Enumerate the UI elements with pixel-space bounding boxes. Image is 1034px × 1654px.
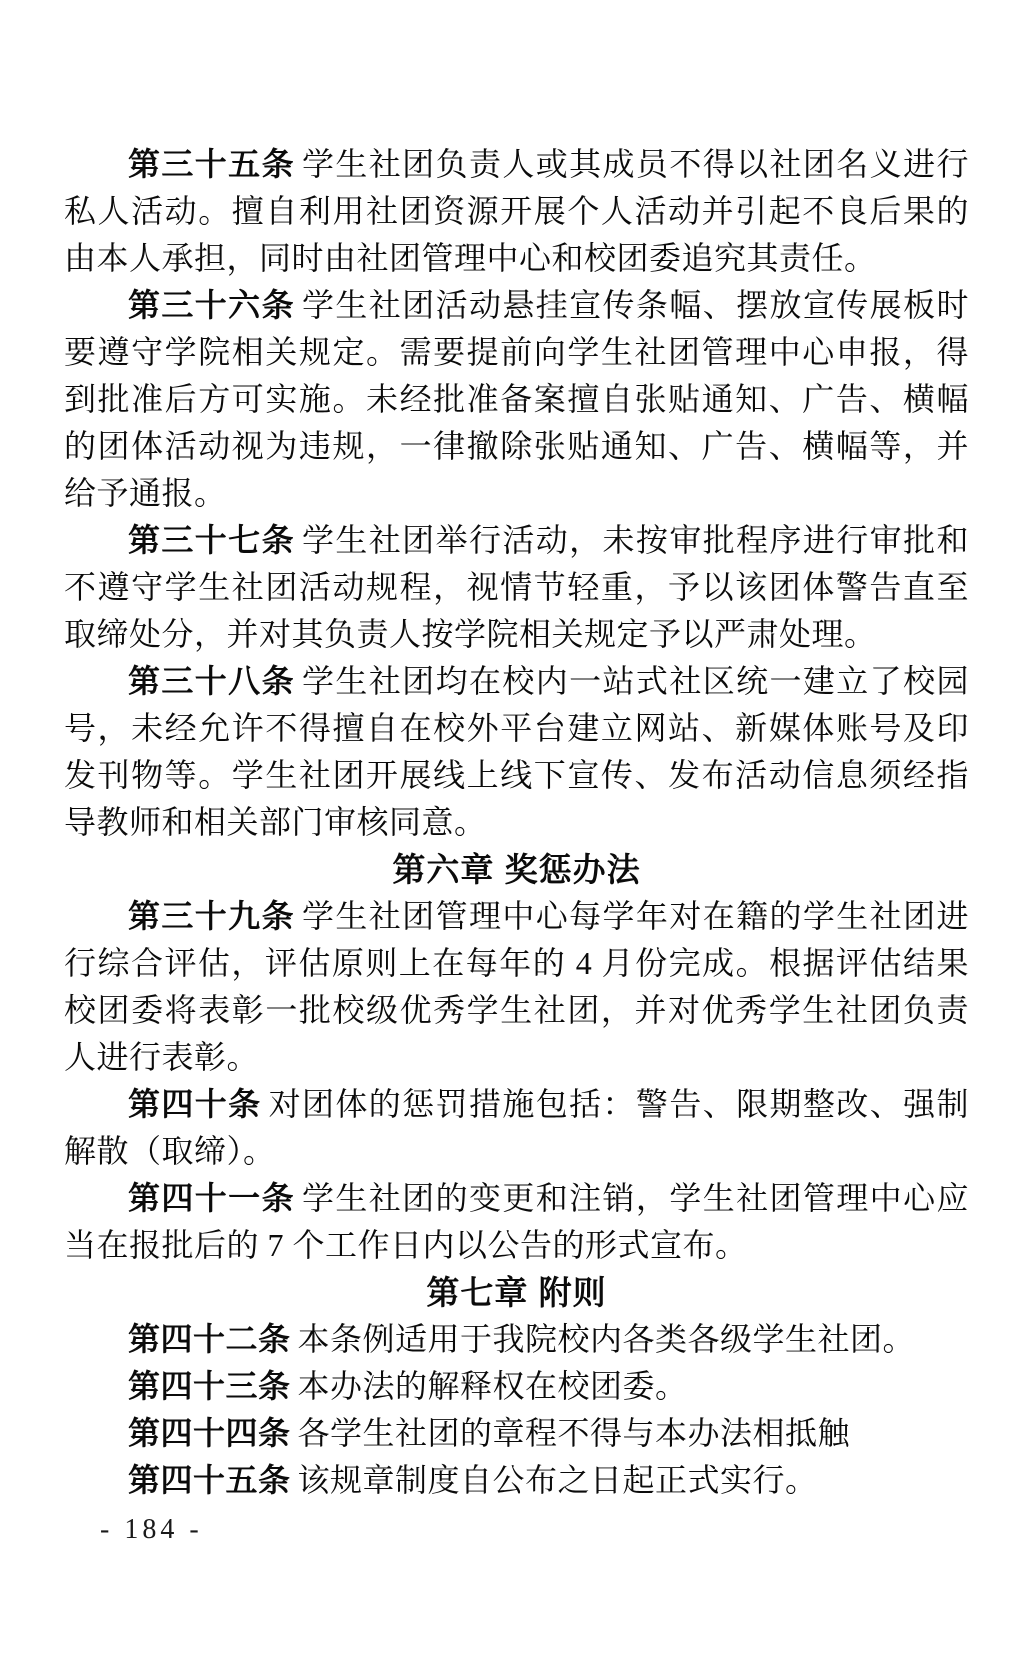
article-paragraph <box>64 1175 969 1269</box>
article-paragraph <box>64 893 969 1081</box>
chapter-heading: 第七章 附则 <box>426 1274 607 1311</box>
page-number: - 184 - <box>100 1514 203 1545</box>
article-number: 第三十五条 <box>128 146 295 182</box>
article-number: 第三十八条 <box>128 663 295 699</box>
article-paragraph <box>64 517 969 658</box>
article-text: 本办法的解释权在校团委。 <box>297 1368 688 1404</box>
article-paragraph <box>64 1316 969 1363</box>
article-paragraph <box>64 1081 969 1175</box>
article-text: 学生社团均在校内一站式社区统一建立了校园号，未经允许不得擅自在校外平台建立网站、新媒体账号及印发刊物等。学生社团开展线上线下宣传、发布活动信息须经指导教师和相关部门审核同意。 <box>64 663 969 840</box>
article-text: 各学生社团的章程不得与本办法相抵触 <box>297 1415 851 1451</box>
article-paragraph <box>64 1457 969 1504</box>
article-text: 本条例适用于我院校内各类各级学生社团。 <box>297 1321 916 1357</box>
article-text: 学生社团举行活动，未按审批程序进行审批和不遵守学生社团活动规程，视情节轻重，予以该团体警告直至取缔处分，并对其负责人按学院相关规定予以严肃处理。 <box>64 522 969 652</box>
chapter-heading: 第六章 奖惩办法 <box>392 851 641 888</box>
article-paragraph <box>64 658 969 846</box>
article-number: 第四十三条 <box>128 1368 291 1404</box>
article-number: 第四十五条 <box>128 1462 291 1498</box>
article-number: 第四十四条 <box>128 1415 291 1451</box>
article-number: 第四十条 <box>128 1086 262 1122</box>
article-number: 第三十六条 <box>128 287 295 323</box>
article-number: 第四十二条 <box>128 1321 291 1357</box>
article-text: 学生社团活动悬挂宣传条幅、摆放宣传展板时要遵守学院相关规定。需要提前向学生社团管理中心申报，得到批准后方可实施。未经批准备案擅自张贴通知、广告、横幅的团体活动视为违规，一律撤除张贴通知、广告、横幅等，并给予通报。 <box>64 287 969 511</box>
article-number: 第四十一条 <box>128 1180 295 1216</box>
article-paragraph <box>64 282 969 517</box>
article-text: 学生社团管理中心每学年对在籍的学生社团进行综合评估，评估原则上在每年的 4 月份完成。根据评估结果校团委将表彰一批校级优秀学生社团，并对优秀学生社团负责人进行表彰。 <box>64 898 969 1075</box>
article-paragraph <box>64 141 969 282</box>
article-paragraph <box>64 1410 969 1457</box>
document-content <box>64 141 969 1504</box>
article-text: 对团体的惩罚措施包括：警告、限期整改、强制解散（取缔）。 <box>64 1086 969 1169</box>
article-number: 第三十九条 <box>128 898 295 934</box>
article-text: 学生社团负责人或其成员不得以社团名义进行私人活动。擅自利用社团资源开展个人活动并引起不良后果的由本人承担，同时由社团管理中心和校团委追究其责任。 <box>64 146 969 276</box>
article-paragraph <box>64 1363 969 1410</box>
article-number: 第三十七条 <box>128 522 295 558</box>
article-text: 学生社团的变更和注销，学生社团管理中心应当在报批后的 7 个工作日内以公告的形式宣布。 <box>64 1180 969 1263</box>
article-text: 该规章制度自公布之日起正式实行。 <box>297 1462 818 1498</box>
